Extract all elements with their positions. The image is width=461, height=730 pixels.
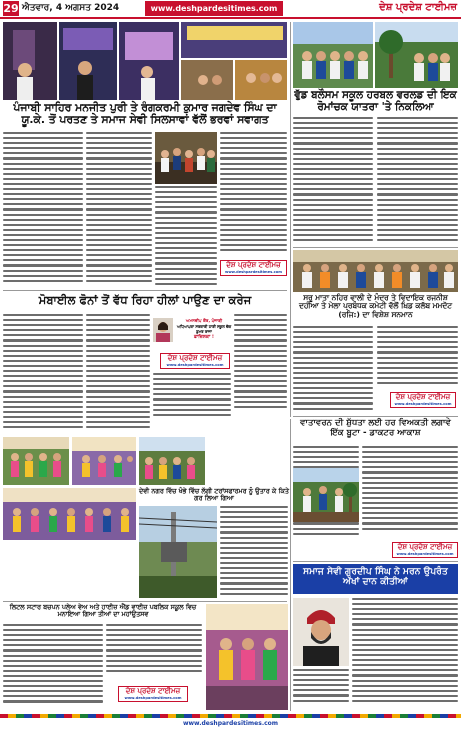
column-divider [290,22,291,417]
article-7-headline[interactable]: ਲਿਟਲ ਸਟਾਰ ਬਚਪਨ ਪਲੇਅ ਵੇਅ ਅਤੇ ਹਾਈਜ਼ ਐਂਡ ਵਾਈਜ਼ ਪਬਲਿਕ ਸਕੂਲ ਵਿਚ ਮਨਾਇਆ ਗਿਆ ਤੀਆਂ ਦਾ ਮਹਾਂਉਤਸਵ [9,603,197,619]
school-event-photo-4 [3,488,136,540]
honour-ceremony-photo [293,250,458,292]
gurdeep-singh-portrait [293,598,349,666]
brand-badge-2: ਦੇਸ਼ ਪ੍ਰਦੇਸ਼ ਟਾਈਮਜ਼ www.deshpardesitimes.com [390,392,456,408]
tree-planting-photo [293,468,359,522]
school-photo-image-4 [3,488,136,540]
author-quote-box [176,318,232,348]
school-photo-image-3 [139,437,205,485]
masthead-logo: ਦੇਸ਼ ਪ੍ਰਦੇਸ਼ ਟਾਈਮਜ਼ [379,2,457,13]
article-3-body [3,314,83,434]
footer-color-strip [0,714,461,718]
brand-badge-5: ਦੇਸ਼ ਪ੍ਰਦੇਸ਼ ਟਾਈਮਜ਼ www.deshpardesitimes.com [118,686,188,702]
article-1-body-col4 [220,132,287,257]
article-8-headline[interactable]: ਸਮਾਜ ਸੇਵੀ ਗੁਰਦੀਪ ਸਿੰਘ ਨੇ ਮਰਨ ਉਪਰੰਤ ਅੱਖਾਂ ਦਾਨ ਕੀਤੀਆਂ [303,566,448,588]
brand-badge-4: ਦੇਸ਼ ਪ੍ਰਦੇਸ਼ ਟਾਈਮਜ਼ www.deshpardesitimes.com [392,542,458,558]
article-1-body [3,132,83,288]
article-1-body-col2 [86,132,152,288]
article-5-body-col2 [362,446,458,538]
school-event-photo-3 [139,437,205,485]
footer-website-link[interactable]: www.deshpardesitimes.com [182,720,279,727]
article-3-body-col3 [234,314,287,414]
section-divider-3 [293,416,458,417]
school-event-photo-1 [3,437,69,485]
brand-badge-1: ਦੇਸ਼ ਪ੍ਰਦੇਸ਼ ਟਾਈਮਜ਼ www.deshpardesitimes.com [220,260,287,276]
article-6-headline[interactable]: ਦੇਵੀ ਨਗਰ ਵਿੱਚ ਖੰਭੇ ਵਿੱਚ ਲੱਗੀ ਟਰਾਂਸਫਾਰਮਰ ਨੂੰ ਉਤਾਰ ਕੇ ਕਿਤੇ ਗਰ ਲਿਆ ਗਿਆ [139,487,289,503]
article-6-photo [139,506,217,598]
article-3-body-col2 [86,314,150,434]
article-4-photo [293,250,458,292]
article-8-body-col2 [293,669,349,709]
brand-badge-3: ਦੇਸ਼ ਪ੍ਰਦੇਸ਼ ਟਾਈਮਜ਼ www.deshpardesitimes.com [160,353,230,369]
author-portrait [153,318,173,342]
section-divider [293,247,458,248]
article-7-body [3,624,103,710]
article-3-body-col4 [153,373,231,423]
header-website-link[interactable]: www.deshpardesitimes.com [145,1,283,16]
article-7-photo [206,604,288,710]
author-name: ਅਮਨਦੀਪ ਕੌਰ, ਪੰਜਾਬੀ [185,318,223,323]
page-number: 29 [3,2,19,15]
article-7-body-col2 [106,624,202,680]
article-3-headline[interactable]: ਮੋਬਾਈਲ ਫੋਨਾਂ ਤੋਂ ਵੱਧ ਰਿਹਾ ਹੀਲਾਂ ਪਾਉਣ ਦਾ ਕਰੇਜ [38,293,252,307]
school-event-photo-2 [72,437,136,485]
article-8-portrait [293,598,349,666]
article-5-headline[interactable]: ਵਾਤਾਵਰਨ ਦੀ ਸ਼ੁੱਧਤਾ ਲਈ ਹਰ ਵਿਅਕਤੀ ਲਗਾਵੇ ਇੱਕ ਬੂਟਾ - ਡਾਕਟਰ ਆਕਾਸ਼ [300,418,451,438]
article-6-body [220,506,288,598]
school-trip-photo [293,22,458,88]
article-2-photo [293,22,458,88]
page-header [0,0,461,17]
article-1-photo-collage [3,22,287,100]
column-divider-2 [290,419,291,711]
stage-event-photos [3,22,287,100]
portrait-image [153,318,173,342]
author-role: ਅਧਿਆਪਕਾ ਸਰਕਾਰੀ ਹਾਈ ਸਕੂਲ ਚੱਕ ਡੁਮਰ ਰਾਜਾ [176,324,232,334]
article-1-body-col3 [155,186,217,288]
teej-celebration-photo [206,604,288,710]
header-divider [0,17,461,19]
article-4-body-col2 [377,326,458,388]
school-photo-image-1 [3,437,69,485]
article-2-body [293,117,373,245]
article-4-body [293,326,373,416]
section-divider-2 [3,290,287,291]
transformer-photo [139,506,217,598]
author-place: ਫ਼ਾਜ਼ਿਲਕਾ ! [193,335,215,340]
issue-date: ਐਤਵਾਰ, 4 ਅਗਸਤ 2024 [22,3,120,13]
article-1-headline[interactable]: ਪੰਜਾਬੀ ਸਾਹਿਰ ਮਨਜੀਤ ਪੁਰੀ ਤੇ ਰੰਗਕਰਮੀ ਕੁਮਾਰ ਜਗਦੇਵ ਸਿੰਘ ਦਾ ਯੂ.ਕੇ. ਤੋਂ ਪਰਤਣ ਤੇ ਸਮਾਜ ਸੇਵੀ ਸਿਲਸਾਵਾਂ ਵੱਲੋਂ ਭਰਵਾਂ ਸਵਾਗਤ [13,101,277,127]
article-2-body-col2 [377,117,458,245]
article-1-group-photo [155,132,217,184]
section-divider-5 [293,561,458,562]
article-2-headline[interactable]: ਵੁੱਡ ਬਲੌਸਮ ਸਕੂਲ ਹਰਬਲ ਵਰਲਡ ਦੀ ਇਕ ਰੋਮਾਂਚਕ ਯਾਤਰਾ 'ਤੇ ਨਿਕਲਿਆ [294,89,457,113]
school-photo-image-2 [72,437,136,485]
group-photo-image [155,132,217,184]
section-divider-4 [3,601,287,602]
article-5-photo [293,468,359,522]
article-8-body [352,598,458,710]
article-4-headline[interactable]: ਸਰੂ ਮਾਤਾ ਨਹਿਰ ਵਾਲੀ ਦੇ ਮੰਦਰ ਤੇ ਵਿਦਾਇਕ ਰਜਨੀਸ਼ ਦਹੀਆ ਤੇ ਮੇਲਾ ਪ੍ਰਬੰਧਕ ਕਮੇਟੀ ਵੱਲੋਂ ਖ਼ਿਡ ਕਲੱਬ ਮਮਦੋਟ (ਰਜਿ:) ਦਾ ਵਿਸ਼ੇਸ਼ ਸਨਮਾਨ [298,293,453,319]
